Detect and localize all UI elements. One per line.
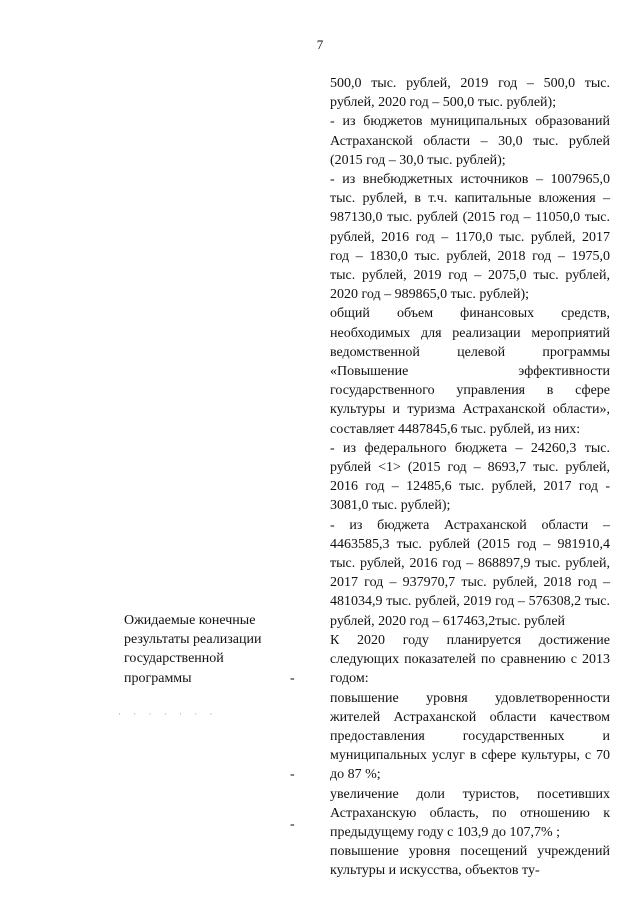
funding-paragraph: общий объем финансовых средств, необходимых для реализации мероприятий ведомственной целевой программы «Повышение эффективности государственного управления в сфере культуры и туризма Астраханской области», составляет 4487845,6 тыс. рублей, из них: <box>330 306 610 437</box>
funding-paragraph: 500,0 тыс. рублей, 2019 год – 500,0 тыс. рублей, 2020 год – 500,0 тыс. рублей); <box>330 76 610 111</box>
funding-paragraph: - из внебюджетных источников – 1007965,0 тыс. рублей, в т.ч. капитальные вложения – 987130,0 тыс. рублей (2015 год – 11050,0 тыс. рублей, 2016 год – 1170,0 тыс. рублей, 2017 год – 1830,0 тыс. рублей, 2018 год – 1975,0 тыс. рублей, 2019 год – 2075,0 тыс. рублей, 2020 год – 989865,0 тыс. рублей); <box>330 172 610 303</box>
scan-artifact-dots: · · · · · · · <box>118 709 218 719</box>
funding-paragraph: - из федерального бюджета – 24260,3 тыс. рублей <1> (2015 год – 8693,7 тыс. рублей, 2016 год – 12485,6 тыс. рублей, 2017 год - 3081,0 тыс. рублей); <box>330 440 610 514</box>
list-dash-marker: - <box>290 767 295 782</box>
results-item: увеличение доли туристов, посетивших Астраханскую область, по отношению к предыдущему году с 103,9 до 107,7% ; <box>330 786 610 840</box>
list-dash-marker: - <box>290 817 295 832</box>
results-label: Ожидаемые конечные результаты реализации государственной программы <box>124 613 262 686</box>
funding-paragraph: - из бюджетов муниципальных образований Астраханской области – 30,0 тыс. рублей (2015 год – 30,0 тыс. рублей); <box>330 114 610 168</box>
results-intro: К 2020 году планируется достижение следующих показателей по сравнению с 2013 годом: <box>330 632 610 687</box>
results-item: повышение уровня посещений учреждений культуры и искусства, объектов ту- <box>330 844 610 879</box>
funding-paragraph: - из бюджета Астраханской области – 4463585,3 тыс. рублей (2015 год – 981910,4 тыс. рублей, 2016 год – 868897,9 тыс. рублей, 2017 год – 937970,7 тыс. рублей, 2018 год – 481034,9 тыс. рублей, 2019 год – 576308,2 тыс. рублей, 2020 год – 617463,2тыс. рублей <box>330 517 610 629</box>
page-number: 7 <box>316 37 324 52</box>
results-item: повышение уровня удовлетворенности жителей Астраханской области качеством предоставления государственных и муниципальных услуг в сфере культуры, с 70 до 87 %; <box>330 690 610 783</box>
program-passport-right-column <box>330 74 610 881</box>
list-dash-marker: - <box>290 671 295 686</box>
